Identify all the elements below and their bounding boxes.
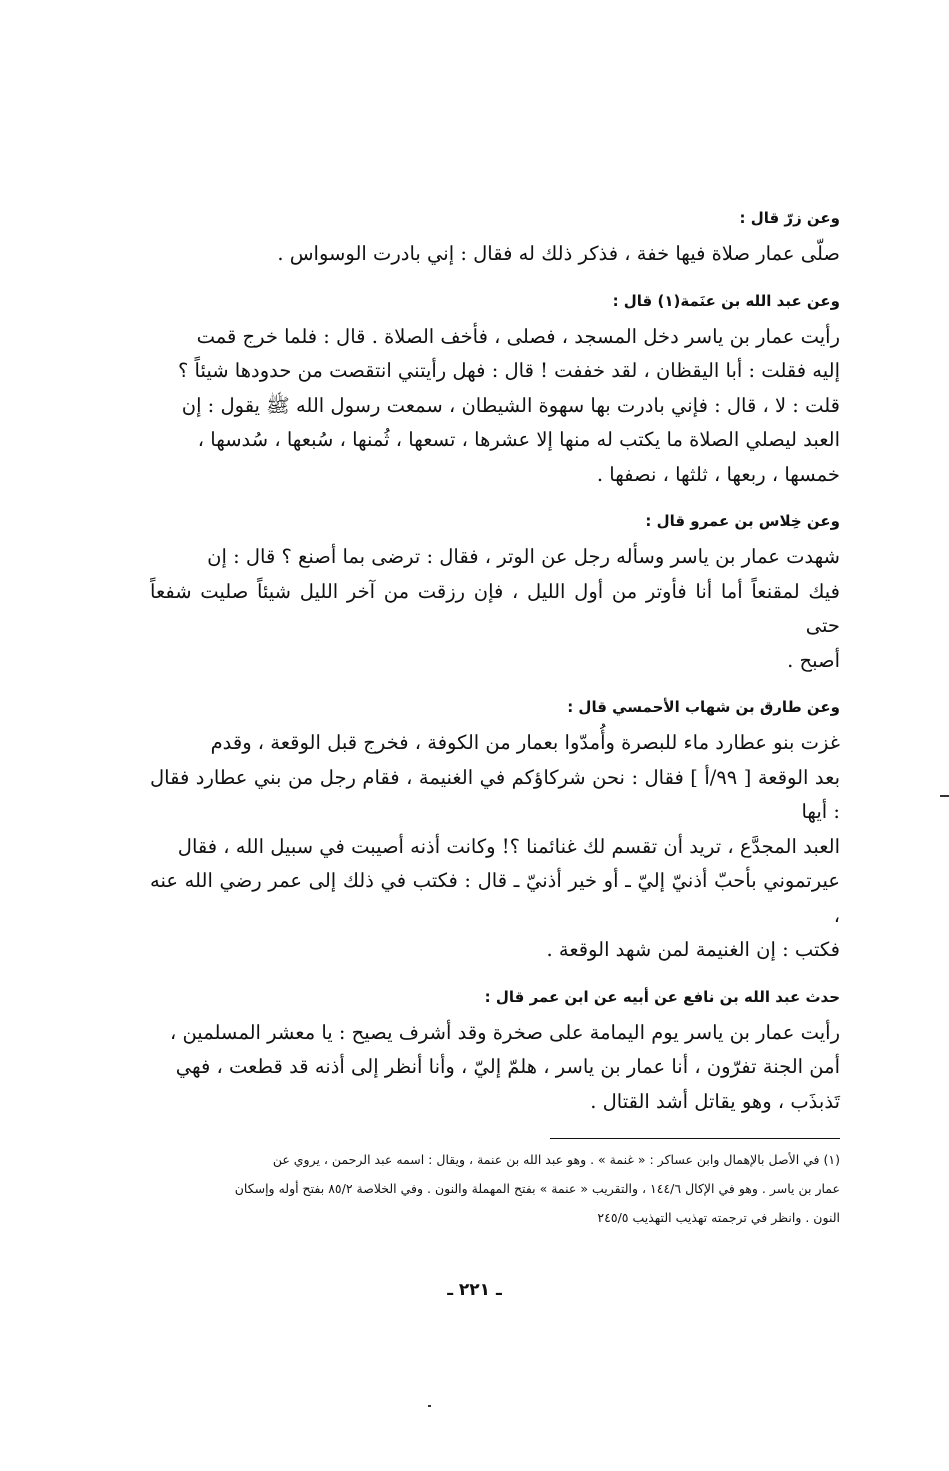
narration-abdullah-ibn-nafi [150, 984, 840, 1120]
narration-abdullah-ibn-anamah [150, 288, 840, 493]
text-line: تَذبذَب ، وهو يقاتل أشد القتال . [590, 1089, 840, 1113]
footnote-divider [550, 1138, 840, 1139]
text-line: فكتب : إن الغنيمة لمن شهد الوقعة . [546, 938, 840, 961]
text-line: بعد الوقعة [ ٩٩/أ ] فقال : نحن شركاؤكم في الغنيمة ، فقام رجل من بني عطارد فقال : أيها [150, 765, 840, 823]
text-line: رأيت عمار بن ياسر يوم اليمامة على صخرة وقد أشرف يصيح : يا معشر المسلمين ، [169, 1020, 840, 1044]
text-line: العبد ليصلي الصلاة ما يكتب له منها إلا عشرها ، تسعها ، ثُمنها ، سُبعها ، سُدسها ، [197, 428, 840, 451]
section-heading: وعن عبد الله بن عنَمة(١) قال : [612, 291, 840, 310]
scan-mark [940, 795, 949, 797]
section-heading: وعن خِلاس بن عمرو قال : [645, 512, 840, 530]
footnotes [150, 1138, 840, 1232]
text-line: فيك لمقنعاً أما أنا فأوتر من أول الليل ، فإن رزقت من آخر الليل شيئاً صليت شفعاً حتى [150, 579, 840, 637]
narration-zirr [150, 205, 840, 272]
text-line: عيرتموني بأحبّ أذنيّ إليّ ـ أو خير أذنيّ ـ قال : فكتب في ذلك إلى عمر رضي الله عنه ، [150, 869, 840, 927]
section-heading: وعن زرّ قال : [739, 209, 840, 227]
text-line: شهدت عمار بن ياسر وسأله رجل عن الوتر ، فقال : ترضى بما أصنع ؟ قال : إن [207, 545, 840, 568]
text-line: قلت : لا ، قال : فإني بادرت بها سهوة الشيطان ، سمعت رسول الله ﷺ يقول : إن [181, 393, 840, 417]
footnote-line: النون . وانظر في ترجمته تهذيب التهذيب ٢٤٥/٥ [597, 1210, 840, 1225]
text-line: العبد المجدَّع ، تريد أن تقسم لك غنائمنا ؟! وكانت أذنه أصيبت في سبيل الله ، فقال [177, 834, 840, 858]
text-line: صلّى عمار صلاة فيها خفة ، فذكر ذلك له فقال : إني بادرت الوسواس . [277, 242, 840, 265]
page-number: ـ ٢٢١ ـ [447, 1280, 502, 1300]
text-line: إليه فقلت : أبا اليقظان ، لقد خففت ! قال : فهل رأيتني انتقصت من حدودها شيئاً ؟ [177, 359, 840, 382]
footnote-line: عمار بن ياسر . وهو في الإكال ١٤٤/٦ ، والتقريب « عنمة » بفتح المهملة والنون . وفي الخلاصة ٨٥/٢ بفتح أوله وإسكان [234, 1181, 840, 1196]
text-line: أمن الجنة تفرّون ، أنا عمار بن ياسر ، هلمّ إليّ ، وأنا أنظر إلى أذنه قد قطعت ، فهي [175, 1055, 840, 1078]
section-heading: وعن طارق بن شهاب الأحمسي قال : [567, 698, 840, 716]
text-line: غزت بنو عطارد ماء للبصرة وأُمدّوا بعمار من الكوفة ، فخرج قبل الوقعة ، وقدم [210, 731, 840, 754]
text-line: خمسها ، ربعها ، ثلثها ، نصفها . [596, 462, 840, 486]
scan-mark [428, 1405, 431, 1407]
page-body [150, 205, 840, 1135]
text-line: أصبح . [787, 648, 840, 672]
section-heading: حدث عبد الله بن نافع عن أبيه عن ابن عمر قال : [484, 987, 840, 1006]
narration-khilas-ibn-amr [150, 508, 840, 678]
narration-tariq-ibn-shihab [150, 694, 840, 968]
footnote-line: (١) في الأصل بالإهمال وابن عساكر : « غنمة » . وهو عبد الله بن عنمة ، ويقال : اسمه عبد الرحمن ، يروي عن [272, 1152, 840, 1167]
text-line: رأيت عمار بن ياسر دخل المسجد ، فصلى ، فأخف الصلاة . قال : فلما خرج قمت [196, 324, 840, 348]
